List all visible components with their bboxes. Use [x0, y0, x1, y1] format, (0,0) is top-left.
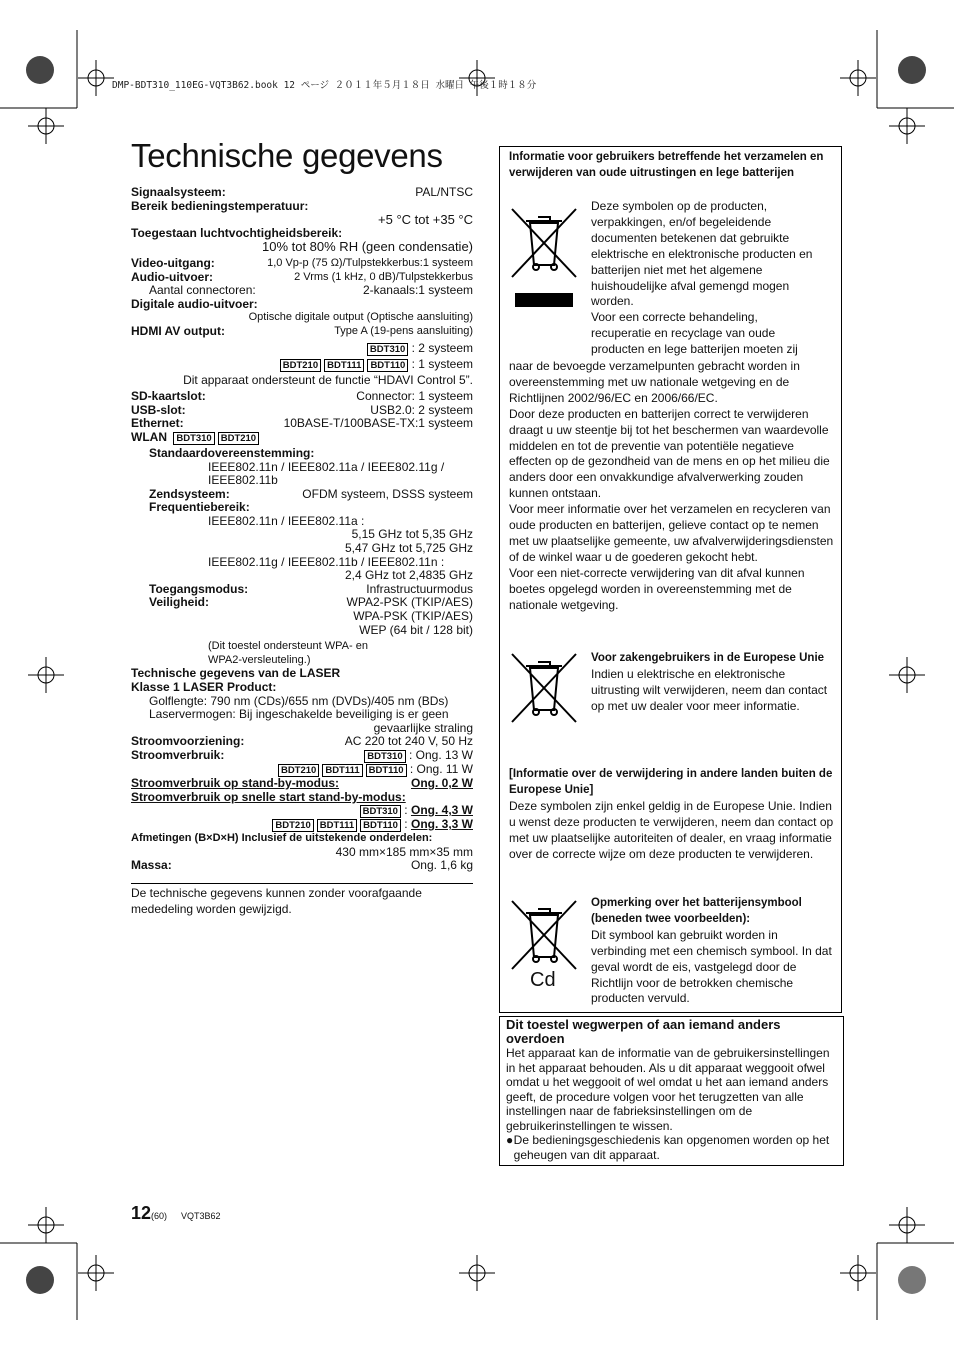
spec-label: Stroomverbruik: [131, 747, 225, 762]
spec-label: Audio-uitvoer: [131, 269, 213, 284]
text-line: verpakkingen, en/of begeleidende [591, 214, 772, 229]
spec-label: Technische gegevens van de LASER [131, 666, 341, 681]
spec-value: Type A (19-pens aansluiting) [334, 324, 473, 337]
spec-value: 10BASE-T/100BASE-TX:1 systeem [283, 416, 473, 431]
spec-value: Dit apparaat ondersteunt de functie “HDAVI Control 5”. [183, 372, 473, 387]
spec-value: WEP (64 bit / 128 bit) [359, 622, 473, 637]
text-paragraph: Voor meer informatie over het verzamelen en recycleren van oude producten en batterijen, gelieve contact op te nemen met uw plaatselijke gemeente, uw afvalverwijderingsdiensten of de winkel waar u de goederen gekocht hebt. [509, 502, 834, 564]
spec-value: +5 °C tot +35 °C [378, 212, 473, 228]
model-tag: BDT210 [218, 432, 259, 445]
spec-label: Veiligheid: [149, 595, 210, 610]
spec-value: Optische digitale output (Optische aansluiting) [248, 311, 473, 324]
spec-list: Signaalsysteem: PAL/NTSC Bereik bedieningstemperatuur: +5 °C tot +35 °C Toegestaan luchtvochtigheidsbereik: 10% tot 80% RH (geen condensatie) Video-uitgang: 1,0 Vp-p (75 Ω)/Tulpstekkerbus:1 systeem Audio-uitvoer: 2 Vrms (1 kHz, 0 dB)/Tulpstekkerbus Aantal connectoren: 2-kanaals:1 systeem Digitale audio-uitvoer: Optische digitale output (Optische aansluiting) HDMI AV output: Type A (19-pens aansluiting) BDT310 : 2 systeem BDT210 BDT111 BDT110 : 1 systeem Dit apparaat ondersteunt de functie “HDAVI Control 5”. SD-kaartslot: Connector: 1 systeem USB-slot: USB2.0: 2 systeem Ethernet: 10BASE-T/100BASE-TX:1 systeem WLAN BDT310 BDT210 Standaardovereenstemming: IEEE802.11n / IEEE802.11a / IEEE802.11g / IEEE802.11b Zendsysteem: OFDM systeem, DSSS systeem Frequentiebereik: IEEE802.11n / IEEE802.11a : 5,15 GHz tot 5,35 GHz 5,47 GHz tot 5,725 GHz IEEE802.11g / IEEE802.11b / IEEE802.11n : 2,4 GHz tot 2,4835 GHz Toegangsmodus: Infrastructuurmodus Veiligheid: WPA2-PSK (TKIP/AES) WPA-PSK (TKIP/AES) WEP (64 bit / 128 bit) (Dit toestel ondersteunt WPA- en WPA2-versleuteling.) Technische gegevens van de LASER Klasse 1 LASER Product: Golflengte: 790 nm (CDs)/655 nm (DVDs)/405 nm (BDs) Laservermogen: Bij ingeschakelde beveiliging is er geen gevaarlijke straling Stroomvoorziening: AC 220 tot 240 V, 50 Hz Stroomverbruik: BDT310 : Ong. 13 W BDT210 BDT111 BDT110 : Ong. 11 W Stroomverbruik op stand-by-modus: Ong. 0,2 W Stroomverbruik op snelle start stand-by-modus: BDT310 : Ong. 4,3 W BDT210 BDT111 BDT110 : Ong. 3,3 W Afmetingen (B×D×H) Inclusief de uitstekende onderdelen: 430 mm×185 mm×35 mm Massa: Ong. 1,6 kg De technische gegevens kunnen zonder voorafgaande mededeling worden gewijzigd. [131, 185, 473, 916]
page-number: 12 [131, 1203, 152, 1223]
spec-value: : 2 systeem [411, 340, 473, 355]
spec-value: Ong. 3,3 W [410, 817, 473, 832]
text-line: Voor een correcte behandeling, [591, 310, 758, 325]
other-countries-heading: [Informatie over de verwijdering in andere landen buiten de Europese Unie] [509, 768, 833, 796]
text-paragraph: Het apparaat kan de informatie van de gebruikersinstellingen in het apparaat behouden. Als u dit apparaat weggooit ofwel omdat u het weggooit of wel omdat u het aan iemand anders geeft, de procedure volgen voor het terugzetten van alle instellingen naar de fabrieksinstellingen om de gebruikerinstellingen te wissen. [506, 1046, 830, 1133]
text-line: batterijen niet met het algemene [591, 262, 763, 277]
text-paragraph: Deze symbolen zijn enkel geldig in de Europese Unie. Indien u wenst deze producten te verwijderen, neem dan contact op met uw plaatselijke autoriteiten of dealer, en vraag informatie over de correcte wijze om deze producten te verwijderen. [509, 798, 834, 861]
spec-label: Toegestaan luchtvochtigheidsbereik: [131, 225, 343, 240]
spec-disclaimer: De technische gegevens kunnen zonder voorafgaande mededeling worden gewijzigd. [131, 883, 473, 917]
page-title: Technische gegevens [131, 137, 443, 174]
spec-label: Frequentiebereik: [149, 500, 250, 515]
disposal-text-short [591, 199, 836, 358]
model-tag: BDT310 [367, 343, 408, 356]
spec-value: Laservermogen: Bij ingeschakelde beveiliging is er geen [149, 707, 449, 722]
text-line: Deze symbolen op de producten, [591, 199, 768, 213]
spec-label: Video-uitgang: [131, 255, 215, 270]
spec-value: 430 mm×185 mm×35 mm [335, 844, 473, 859]
spec-value: WPA-PSK (TKIP/AES) [353, 609, 473, 624]
text-line: documenten betekenen dat gebruikte [591, 230, 790, 245]
model-tag: BDT111 [322, 764, 362, 777]
spec-value: 2,4 GHz tot 2,4835 GHz [344, 568, 473, 583]
model-tag: BDT110 [367, 359, 408, 372]
spec-label: Standaardovereenstemming: [149, 445, 315, 460]
spec-label: Signaalsysteem: [131, 185, 226, 199]
spec-note: (Dit toestel ondersteunt WPA- en WPA2-versleuteling.) [208, 640, 368, 666]
spec-value: : Ong. 13 W [408, 747, 473, 762]
spec-value: AC 220 tot 240 V, 50 Hz [344, 734, 473, 749]
model-tag: BDT110 [366, 764, 407, 777]
spec-label: Zendsysteem: [149, 486, 230, 501]
spec-value: 5,15 GHz tot 5,35 GHz [351, 527, 473, 542]
business-heading: Voor zakengebruikers in de Europese Unie [591, 652, 825, 664]
crossed-bin-icon [508, 650, 580, 726]
spec-label: HDMI AV output: [131, 323, 225, 338]
model-tag: BDT310 [173, 432, 214, 445]
model-tag: BDT210 [280, 359, 321, 372]
spec-label: WLAN [131, 429, 167, 444]
spec-value: Ong. 4,3 W [410, 803, 473, 818]
spec-value: PAL/NTSC [415, 185, 473, 199]
spec-value: WPA2-PSK (TKIP/AES) [346, 595, 473, 610]
spec-label: Massa: [131, 858, 172, 873]
text-paragraph: naar de bevoegde verzamelpunten gebracht worden in overeenstemming met uw nationale wetgeving en de Richtlijnen 2002/96/EC en 2006/66/EC. [509, 359, 800, 405]
model-tag: BDT111 [324, 359, 364, 372]
model-tag: BDT111 [317, 819, 357, 832]
transfer-info-box [499, 1016, 844, 1166]
text-line: recuperatie en recyclage van oude [591, 326, 776, 341]
text-paragraph: Dit symbool kan gebruikt worden in verbinding met een chemisch symbool. In dat geval wordt de eis, vastgelegd door de Richtlijn voor de betrokken chemische producten vervuld. [591, 927, 832, 1006]
disposal-heading: Informatie voor gebruikers betreffende het verzamelen en verwijderen van oude uitrustingen en lege batterijen [509, 151, 824, 179]
spec-label: Ethernet: [131, 416, 184, 431]
spec-value: Connector: 1 systeem [356, 389, 473, 404]
crossed-bin-icon [508, 897, 580, 973]
battery-heading: Opmerking over het batterijensymbool (beneden twee voorbeelden): [591, 897, 802, 925]
text-line: elektrische en elektronische producten en [591, 246, 813, 261]
bullet-icon: ● [506, 1133, 514, 1147]
spec-label: USB-slot: [131, 402, 186, 417]
spec-value: 5,47 GHz tot 5,725 GHz [344, 541, 473, 556]
model-tag: BDT210 [278, 764, 319, 777]
text-line: huishoudelijke afval gemengd mogen [591, 278, 790, 293]
spec-value: USB2.0: 2 systeem [370, 402, 473, 417]
page-sub: (60) [151, 1211, 168, 1221]
spec-value: Ong. 0,2 W [410, 775, 473, 790]
spec-value: IEEE802.11n / IEEE802.11a : [208, 513, 365, 528]
spec-label: Stroomverbruik op stand-by-modus: [131, 775, 340, 790]
spec-value: 1,0 Vp-p (75 Ω)/Tulpstekkerbus:1 systeem [267, 256, 473, 269]
spec-value: Infrastructuurmodus [366, 581, 473, 596]
spec-label: Bereik bedieningstemperatuur: [131, 198, 309, 213]
text-line: worden. [591, 294, 634, 309]
page-footer [131, 1203, 221, 1224]
spec-label: Aantal connectoren: [149, 283, 256, 298]
model-tag: BDT110 [360, 819, 401, 832]
model-tag: BDT210 [272, 819, 313, 832]
spec-value: 2 Vrms (1 kHz, 0 dB)/Tulpstekkerbus [294, 270, 473, 283]
spec-label: SD-kaartslot: [131, 389, 206, 404]
spec-value: Ong. 1,6 kg [410, 858, 473, 873]
spec-value: : 1 systeem [411, 356, 473, 371]
file-header: DMP-BDT310_110EG-VQT3B62.book 12 ページ ２０１１年５月１８日 水曜日 午後１時１８分 [112, 80, 537, 91]
spec-label: Stroomverbruik op snelle start stand-by-modus: [131, 789, 406, 804]
text-line: producten en lege batterijen moeten zij [591, 342, 798, 357]
spec-value: 2-kanaals:1 systeem [362, 283, 473, 298]
spec-label: Klasse 1 LASER Product: [131, 680, 277, 694]
spec-value: IEEE802.11g / IEEE802.11b / IEEE802.11n : [208, 554, 445, 569]
text-paragraph: Voor een niet-correcte verwijdering van dit afval kunnen boetes opgelegd worden in overeenstemming met de nationale wetgeving. [509, 565, 805, 612]
transfer-heading: Dit toestel wegwerpen of aan iemand anders overdoen [506, 1017, 781, 1046]
text-paragraph: De bedieningsgeschiedenis kan opgenomen worden op het geheugen van dit apparaat. [513, 1133, 830, 1162]
spec-value: : Ong. 11 W [409, 761, 473, 776]
spec-value: 10% tot 80% RH (geen condensatie) [261, 239, 473, 255]
spec-label: Digitale audio-uitvoer: [131, 296, 258, 311]
model-tag: BDT310 [360, 805, 401, 818]
crossed-bin-icon [508, 205, 580, 281]
spec-value: IEEE802.11n / IEEE802.11a / IEEE802.11g / IEEE802.11b [208, 459, 445, 488]
spec-value: gevaarlijke straling [373, 720, 473, 735]
spec-value: Golflengte: 790 nm (CDs)/655 nm (DVDs)/405 nm (BDs) [149, 693, 449, 708]
cd-symbol: Cd [530, 969, 556, 991]
spec-label: Afmetingen (B×D×H) Inclusief de uitstekende onderdelen: [131, 832, 433, 845]
disposal-info-box [499, 146, 842, 1013]
text-paragraph: Door deze producten en batterijen correct te verwijderen draagt u uw steentje bij tot het beschermen van waardevolle middelen en tot de preventie van potentiële negatieve effecten op de gezondheid van de mens en op het milieu die anders door een onvakkundige afvalverwerking zouden kunnen ontstaan. [509, 406, 830, 501]
spec-label: Stroomvoorziening: [131, 734, 245, 749]
text-paragraph: Indien u elektrische en elektronische uitrusting wilt verwijderen, neem dan contact op met uw dealer voor meer informatie. [591, 666, 828, 713]
model-tag: BDT310 [364, 750, 405, 763]
spec-label: Toegangsmodus: [149, 581, 249, 596]
doc-code: VQT3B62 [181, 1211, 221, 1221]
black-bar [515, 293, 573, 307]
spec-value: OFDM systeem, DSSS systeem [302, 486, 473, 501]
